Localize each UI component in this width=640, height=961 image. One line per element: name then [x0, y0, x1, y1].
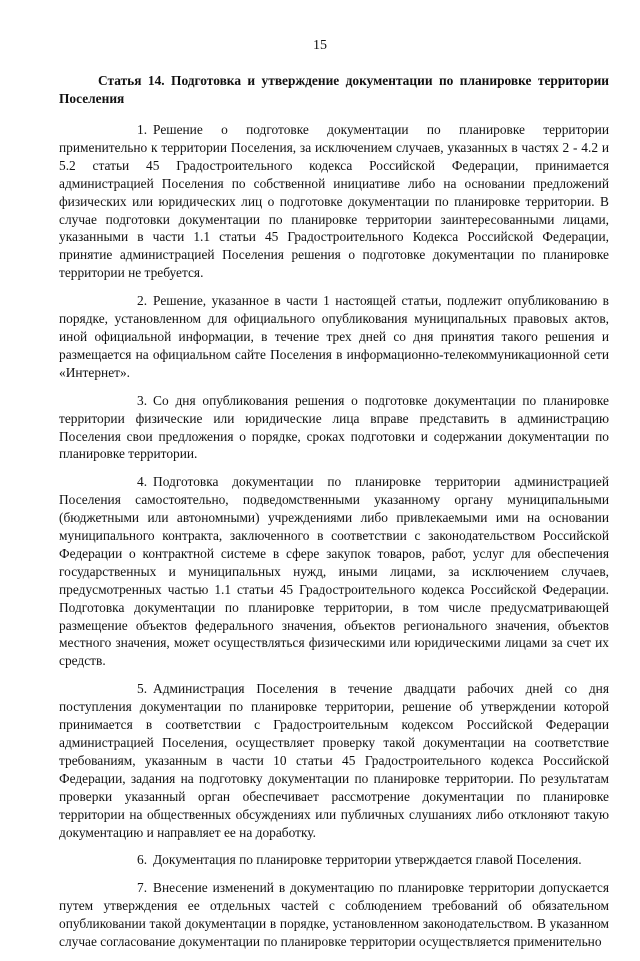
paragraph-4: [59, 473, 609, 670]
paragraph-number: 4.: [137, 474, 148, 490]
paragraph-number: 1.: [137, 122, 148, 137]
paragraph-number: 6.: [137, 852, 148, 868]
paragraph-7: [59, 879, 609, 951]
paragraph-2: [59, 292, 609, 382]
paragraph-text: Решение, указанное в части 1 настоящей статьи, подлежит опубликованию в порядке, установленном для официального опубликования муниципальных правовых актов, иной официальной информации, в течение трех дней со дня принятия такого решения и размещается на официальном сайте Поселения в информационно-телекоммуникационной сети «Интернет».: [59, 293, 609, 380]
paragraph-1: [59, 121, 609, 282]
paragraph-number: 3.: [137, 392, 148, 408]
paragraph-3: [59, 392, 609, 464]
paragraph-text: Подготовка документации по планировке территории администрацией Поселения самостоятельно, подведомственными указанному органу муниципальными (бюджетными или автономными) учреждениями либо привлекаемыми ими на основании муниципального контракта, заключенного в соответствии с законодательством Российской Федерации о контрактной системе в сфере закупок товаров, работ, услуг для обеспечения государственных и муниципальных нужд, иными лицами, за исключением случаев, предусмотренных частью 1.1 статьи 45 Градостроительного кодекса Российской Федерации. Подготовка документации по планировке территории, в том числе предусматривающей размещение объектов федерального значения, объектов регионального значения, объектов местного значения, может осуществляться физическими или юридическими лицами за счет их средств.: [59, 474, 609, 669]
paragraph-number: 7.: [137, 880, 148, 896]
paragraph-text: Администрация Поселения в течение двадцати рабочих дней со дня поступления документации по планировке территории, решение об утверждении которой принимается в соответствии с Градостроительным кодексом Российской Федерации администрацией Поселения, осуществляет проверку такой документации на соответствие требованиям, указанным в части 10 статьи 45 Градостроительного кодекса Российской Федерации, задания на подготовку документации по планировке территории. По результатам проверки указанный орган обеспечивает рассмотрение документации по планировке территории на общественных обсуждениях или публичных слушаниях либо отклоняют такую документацию и направляет ее на доработку.: [59, 681, 609, 840]
paragraph-number: 5.: [137, 681, 148, 697]
paragraph-text: Решение о подготовке документации по планировке территории применительно к территории Поселения, за исключением случаев, указанных в частях 2 - 4.2 и 5.2 статьи 45 Градостроительного кодекса Российской Федерации, принимается администрацией Поселения по собственной инициативе либо на основании предложений физических или юридических лиц о подготовке документации по планировке территории. В случае подготовки документации по планировке территории заинтересованными лицами, указанными в части 1.1 статьи 45 Градостроительного Кодекса Российской Федерации, принятие администрацией Поселения решения о подготовке документации по планировке территории не требуется.: [59, 122, 609, 281]
page-number: 15: [313, 38, 327, 53]
paragraph-5: [59, 680, 609, 841]
paragraph-text: Со дня опубликования решения о подготовке документации по планировке территории физические или юридические лица вправе представить в администрацию Поселения свои предложения о порядке, сроках подготовки и содержании документации по планировке территории.: [59, 392, 609, 462]
paragraph-6: [59, 851, 609, 869]
paragraph-text: Внесение изменений в документацию по планировке территории допускается путем утверждения ее отдельных частей с соблюдением требований об обязательном опубликовании такой документации в порядке, установленном законодательством. В указанном случае согласование документации по планировке территории осуществляется применительно: [59, 880, 609, 950]
article-body: [59, 121, 609, 961]
article-title: Статья 14. Подготовка и утверждение документации по планировке территории Поселения: [59, 73, 609, 106]
paragraph-text: Документация по планировке территории утверждается главой Поселения.: [153, 852, 582, 868]
paragraph-number: 2.: [137, 293, 148, 309]
